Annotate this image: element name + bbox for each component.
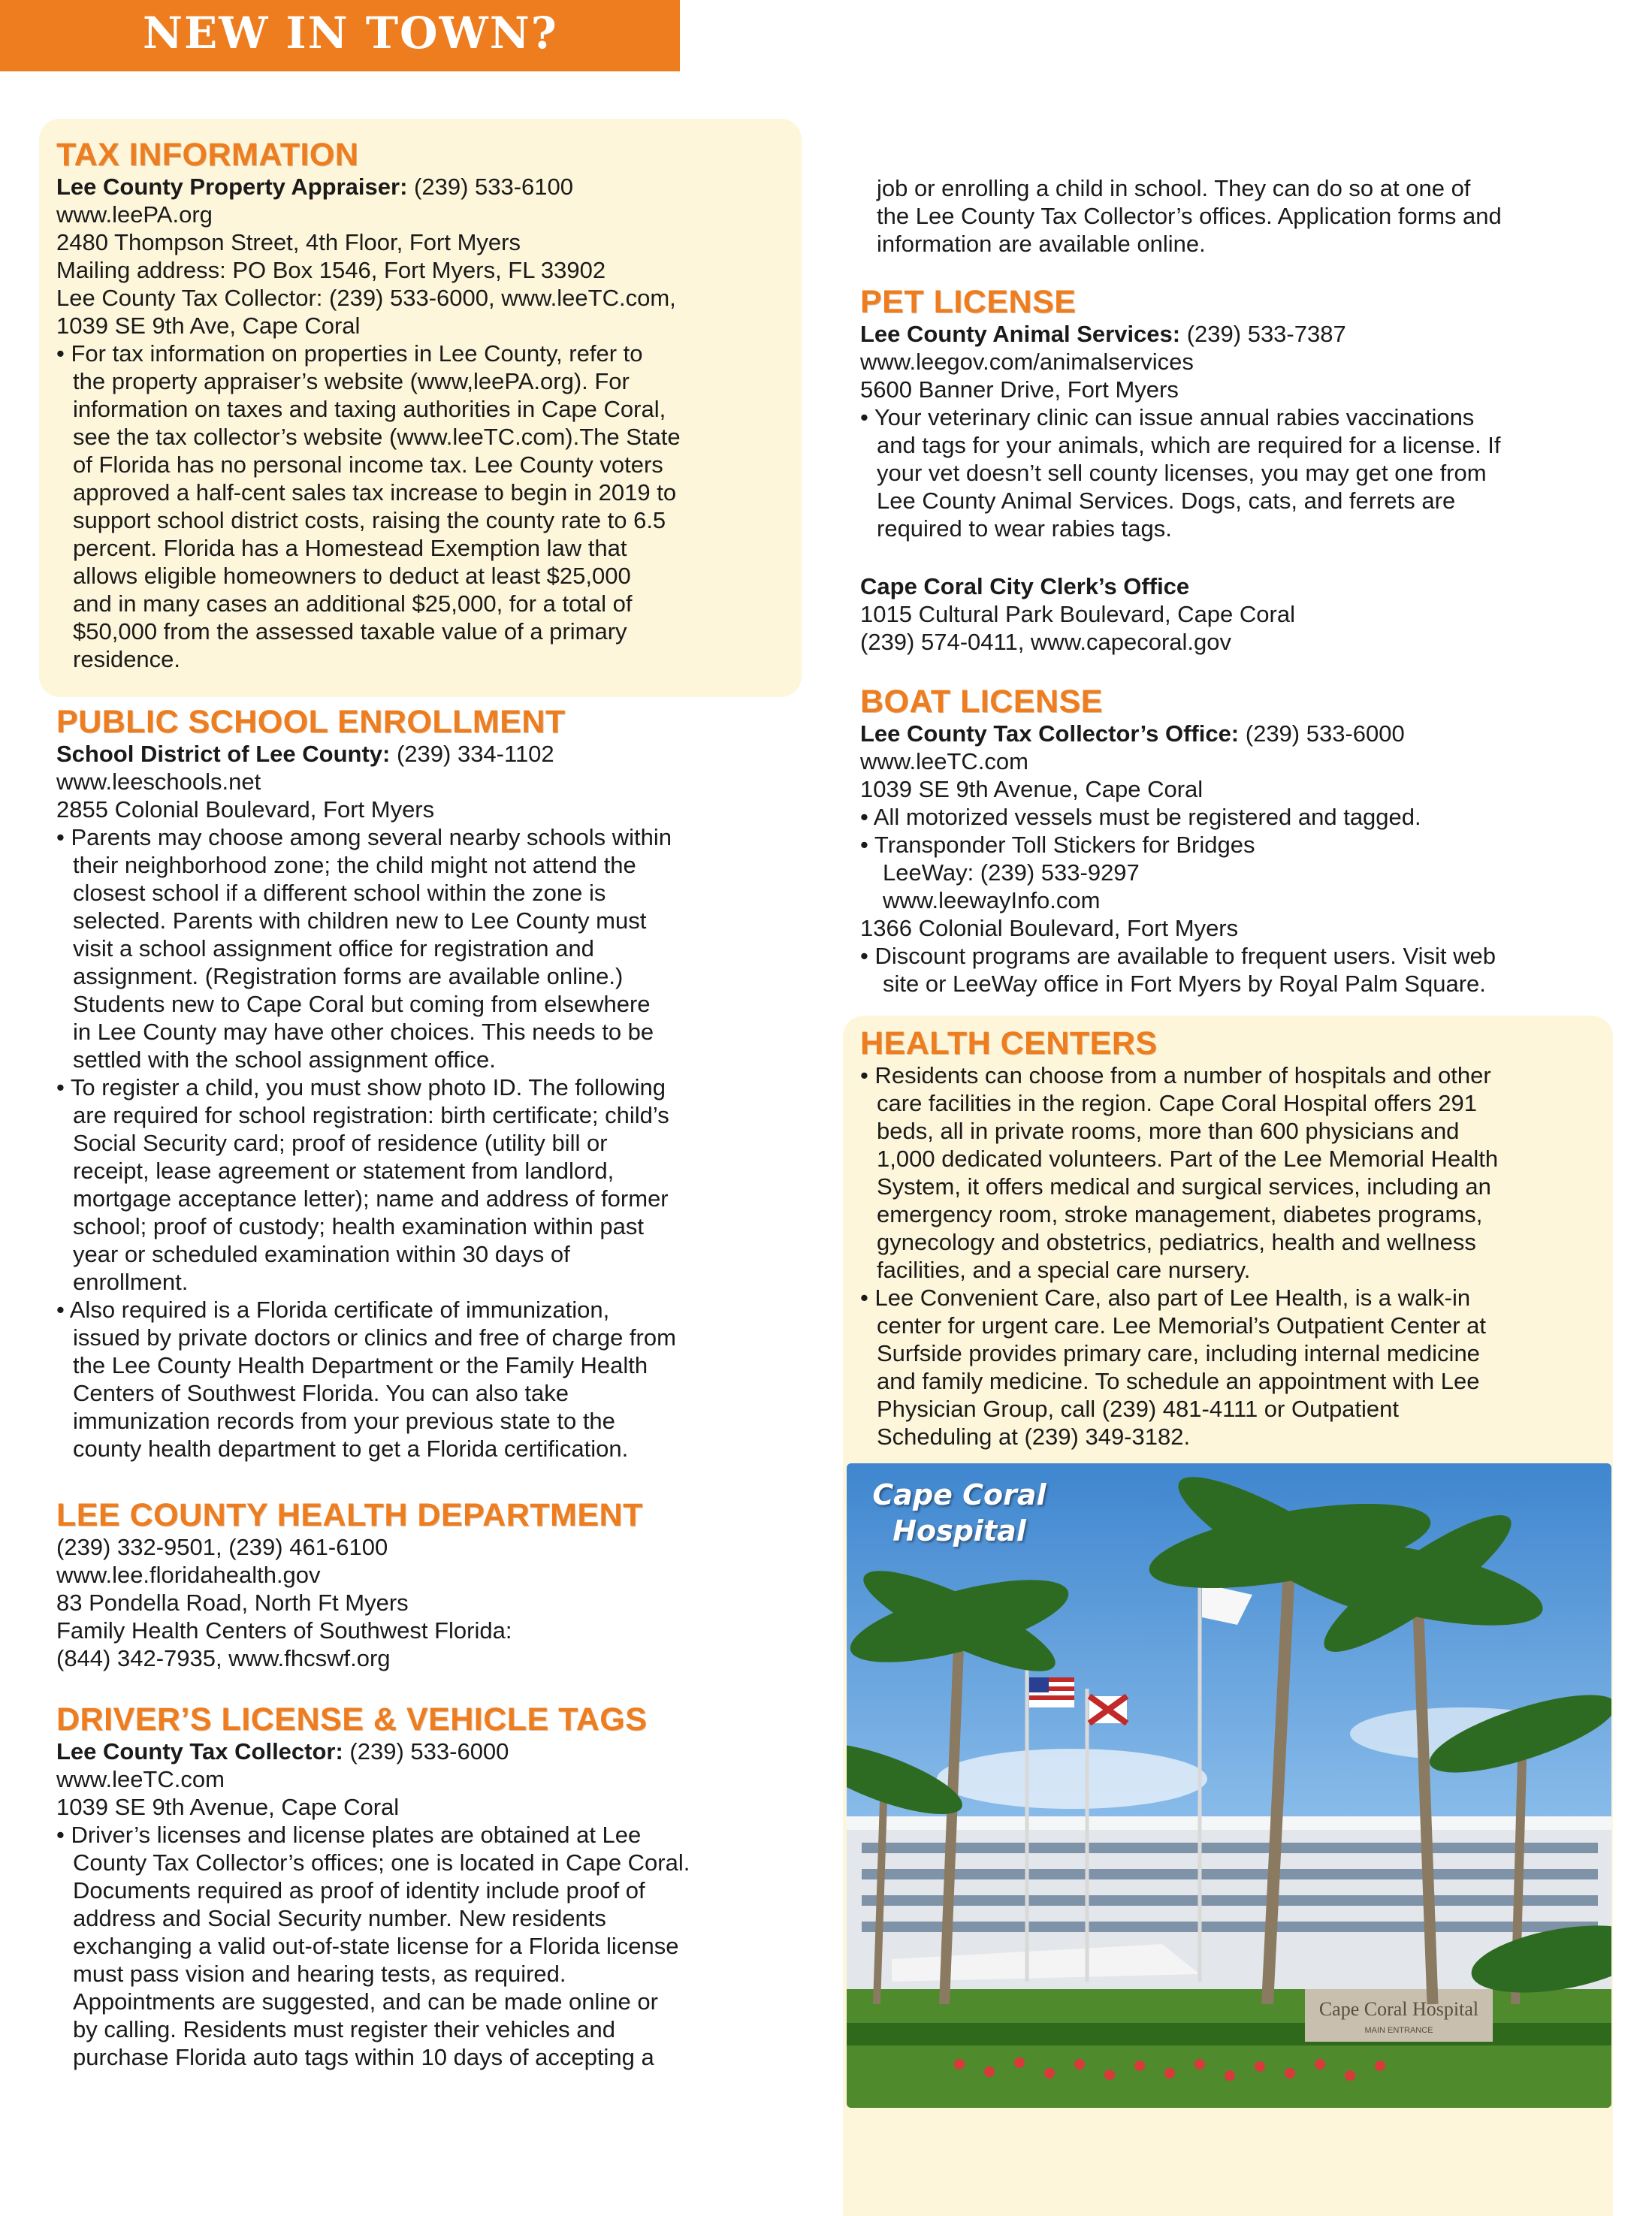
text-line: (844) 342-7935, www.fhcswf.org [56, 1645, 391, 1671]
section-heading: LEE COUNTY HEALTH DEPARTMENT [56, 1497, 643, 1533]
bullet-line: Centers of Southwest Florida. You can also take [73, 1380, 569, 1406]
text-line: 1039 SE 9th Ave, Cape Coral [56, 312, 361, 339]
bullet-line: year or scheduled examination within 30 days of [73, 1241, 570, 1267]
bullet-line: residence. [73, 646, 181, 672]
bullet-line: their neighborhood zone; the child might not attend the [73, 852, 636, 878]
health-centers-section [860, 1025, 1498, 1451]
bullet-line: allows eligible homeowners to deduct at least $25,000 [73, 563, 631, 589]
bullet-line: Scheduling at (239) 349-3182. [877, 1423, 1191, 1450]
org-label: Lee County Property Appraiser: [56, 174, 408, 200]
florida-flag [1089, 1696, 1127, 1723]
bullet-line: • Also required is a Florida certificate of immunization, [56, 1297, 610, 1323]
hospital-illustration [847, 1463, 1611, 2108]
bullet-line: of Florida has no personal income tax. Lee County voters [73, 451, 663, 478]
hedge [847, 2023, 1611, 2045]
bullet-line: beds, all in private rooms, more than 600 physicians and [877, 1118, 1460, 1144]
pet-license-section [860, 284, 1501, 656]
text-line: (239) 332-9501, (239) 461-6100 [56, 1534, 388, 1560]
drivers-license-section [56, 1701, 690, 2071]
text-line: 1015 Cultural Park Boulevard, Cape Coral [860, 601, 1295, 627]
bullet-line: immunization records from your previous state to the [73, 1408, 615, 1434]
bullet-line: • Transponder Toll Stickers for Bridges [860, 832, 1255, 858]
text-line: www.leeTC.com [56, 1766, 225, 1792]
us-flag [1029, 1677, 1074, 1707]
bullet-line: closest school if a different school within the zone is [73, 880, 606, 906]
bullet-line: care facilities in the region. Cape Coral Hospital offers 291 [877, 1090, 1477, 1116]
org-label: School District of Lee County: [56, 741, 391, 767]
sub-line: LeeWay: (239) 533-9297 [883, 859, 1140, 886]
bullet-line: • To register a child, you must show photo ID. The following [56, 1074, 666, 1100]
right-column-top [860, 174, 1502, 258]
bullet-line: Surfside provides primary care, including internal medicine [877, 1340, 1480, 1366]
text-line: 1039 SE 9th Avenue, Cape Coral [56, 1794, 400, 1820]
bullet-line: must pass vision and hearing tests, as required. [73, 1961, 566, 1987]
bullet-line: and family medicine. To schedule an appointment with Lee [877, 1368, 1480, 1394]
section-heading: HEALTH CENTERS [860, 1025, 1158, 1061]
bullet-line: Social Security card; proof of residence (utility bill or [73, 1130, 608, 1156]
bullet-line: enrollment. [73, 1269, 189, 1295]
tax-info-section [56, 137, 681, 673]
bullet-line: in Lee County may have other choices. This needs to be [73, 1019, 654, 1045]
bullet-line: mortgage acceptance letter); name and address of former [73, 1185, 669, 1212]
bullet-line: Lee County Animal Services. Dogs, cats, and ferrets are [877, 488, 1456, 514]
health-dept-section [56, 1497, 643, 1672]
org-phone: (239) 533-6000 [343, 1738, 509, 1765]
text-line: www.leegov.com/animalservices [860, 349, 1194, 375]
bullet-line: assignment. (Registration forms are available online.) [73, 963, 624, 989]
building-roofline [847, 1816, 1611, 1830]
text-line: 2855 Colonial Boulevard, Fort Myers [56, 796, 435, 823]
bullet-line: percent. Florida has a Homestead Exemption law that [73, 535, 627, 561]
bullet-line: • Lee Convenient Care, also part of Lee Health, is a walk-in [860, 1285, 1471, 1311]
bullet-line: System, it offers medical and surgical services, including an [877, 1173, 1491, 1200]
org-phone: (239) 533-6100 [407, 174, 574, 200]
bullet-line: are required for school registration: birth certificate; child’s [73, 1102, 669, 1128]
photo-caption [847, 1477, 1072, 1549]
bullet-line: and tags for your animals, which are required for a license. If [877, 432, 1501, 458]
section-heading: TAX INFORMATION [56, 137, 359, 173]
school-section [56, 704, 676, 1463]
bullet-line: required to wear rabies tags. [877, 515, 1172, 542]
text-line: www.leeschools.net [56, 768, 261, 795]
bullet-line: Students new to Cape Coral but coming from elsewhere [73, 991, 651, 1017]
text-line: Lee County Tax Collector: (239) 533-6000, www.leeTC.com, [56, 285, 676, 311]
bullet-line: Physician Group, call (239) 481-4111 or Outpatient [877, 1396, 1400, 1422]
text-line: 83 Pondella Road, North Ft Myers [56, 1590, 409, 1616]
org-label: Lee County Tax Collector: [56, 1738, 343, 1765]
section-heading: DRIVER’S LICENSE & VEHICLE TAGS [56, 1701, 648, 1737]
text-line: Mailing address: PO Box 1546, Fort Myers, FL 33902 [56, 257, 606, 283]
bullet-line: see the tax collector’s website (www.leeTC.com).The State [73, 424, 681, 450]
bullet-line: receipt, lease agreement or statement from landlord, [73, 1158, 615, 1184]
cloud [937, 1749, 1207, 1809]
header-banner [0, 0, 680, 71]
bullet-line: • For tax information on properties in Lee County, refer to [56, 340, 643, 367]
text-line: 1366 Colonial Boulevard, Fort Myers [860, 915, 1239, 941]
bullet-line: center for urgent care. Lee Memorial’s Outpatient Center at [877, 1312, 1487, 1339]
bullet-line: school; proof of custody; health examination within past [73, 1213, 644, 1239]
bullet-line: county health department to get a Florida certification. [73, 1436, 629, 1462]
text-line: 1039 SE 9th Avenue, Cape Coral [860, 776, 1204, 802]
bullet-line: information on taxes and taxing authorities in Cape Coral, [73, 396, 666, 422]
bullet-line: Appointments are suggested, and can be made online or [73, 1988, 658, 2015]
bullet-line: • Your veterinary clinic can issue annual rabies vaccinations [860, 404, 1475, 430]
bullet-line: County Tax Collector’s offices; one is located in Cape Coral. [73, 1849, 690, 1876]
bullet-line: address and Social Security number. New residents [73, 1905, 606, 1931]
hospital-photo [847, 1463, 1611, 2108]
boat-license-section [860, 684, 1496, 998]
bullet-line: • Driver’s licenses and license plates are obtained at Lee [56, 1822, 642, 1848]
bullet-line: 1,000 dedicated volunteers. Part of the Lee Memorial Health [877, 1146, 1499, 1172]
org-label: Lee County Tax Collector’s Office: [860, 720, 1240, 747]
photo-caption-line: Hospital [892, 1514, 1026, 1547]
banner-title: NEW IN TOWN? [143, 8, 558, 59]
bullet-line: visit a school assignment office for registration and [73, 935, 594, 962]
bullet-line: issued by private doctors or clinics and free of charge from [73, 1324, 676, 1351]
bullet-line: exchanging a valid out-of-state license for a Florida license [73, 1933, 679, 1959]
bullet-line: facilities, and a special care nursery. [877, 1257, 1251, 1283]
continued-line: information are available online. [877, 231, 1206, 257]
bullet-line: purchase Florida auto tags within 10 days of accepting a [73, 2044, 654, 2070]
bullet-line: • Residents can choose from a number of hospitals and other [860, 1062, 1491, 1088]
bullet-line: settled with the school assignment office. [73, 1046, 496, 1073]
text-line: 5600 Banner Drive, Fort Myers [860, 376, 1179, 403]
bullet-line: gynecology and obstetrics, pediatrics, health and wellness [877, 1229, 1476, 1255]
continued-line: job or enrolling a child in school. They can do so at one of [877, 175, 1471, 201]
sub-line: www.leewayInfo.com [883, 887, 1101, 913]
bullet-line: Documents required as proof of identity include proof of [73, 1877, 645, 1904]
text-line: Family Health Centers of Southwest Florida: [56, 1617, 512, 1644]
bullet-line: and in many cases an additional $25,000, for a total of [73, 590, 633, 617]
org-phone: (239) 533-6000 [1239, 720, 1405, 747]
sign-text: Cape Coral Hospital [1318, 1998, 1479, 2020]
section-heading: BOAT LICENSE [860, 684, 1103, 720]
bullet-line: the property appraiser’s website (www,leePA.org). For [73, 368, 630, 394]
text-line: www.lee.floridahealth.gov [56, 1562, 321, 1588]
text-line: 2480 Thompson Street, 4th Floor, Fort Myers [56, 229, 521, 255]
text-line: (239) 574-0411, www.capecoral.gov [860, 629, 1231, 655]
bullet-line: • All motorized vessels must be registered and tagged. [860, 804, 1421, 830]
org-label: Lee County Animal Services: [860, 321, 1181, 347]
bullet-line: the Lee County Health Department or the Family Health [73, 1352, 648, 1378]
text-line: www.leePA.org [56, 201, 213, 228]
org-phone: (239) 334-1102 [390, 741, 554, 767]
section-heading: PET LICENSE [860, 284, 1077, 320]
bullet-line: • Parents may choose among several nearby schools within [56, 824, 672, 850]
sign-subtext: MAIN ENTRANCE [1364, 2026, 1433, 2035]
continued-line: the Lee County Tax Collector’s offices. Application forms and [877, 203, 1502, 229]
photo-caption-line: Cape Coral [872, 1478, 1046, 1511]
bullet-line: your vet doesn’t sell county licenses, you may get one from [877, 460, 1487, 486]
bullet-line: $50,000 from the assessed taxable value of a primary [73, 618, 627, 645]
clerk-title: Cape Coral City Clerk’s Office [860, 573, 1190, 599]
text-line: www.leeTC.com [860, 748, 1028, 774]
lawn [847, 1989, 1611, 2108]
org-phone: (239) 533-7387 [1180, 321, 1346, 347]
bullet-line: emergency room, stroke management, diabetes programs, [877, 1201, 1483, 1227]
bullet-line: approved a half-cent sales tax increase to begin in 2019 to [73, 479, 677, 506]
bullet-line: selected. Parents with children new to Lee County must [73, 907, 647, 934]
bullet-line: by calling. Residents must register their vehicles and [73, 2016, 615, 2042]
bullet-line: site or LeeWay office in Fort Myers by Royal Palm Square. [883, 971, 1486, 997]
bullet-line: support school district costs, raising the county rate to 6.5 [73, 507, 666, 533]
section-heading: PUBLIC SCHOOL ENROLLMENT [56, 704, 566, 740]
bullet-line: • Discount programs are available to frequent users. Visit web [860, 943, 1496, 969]
